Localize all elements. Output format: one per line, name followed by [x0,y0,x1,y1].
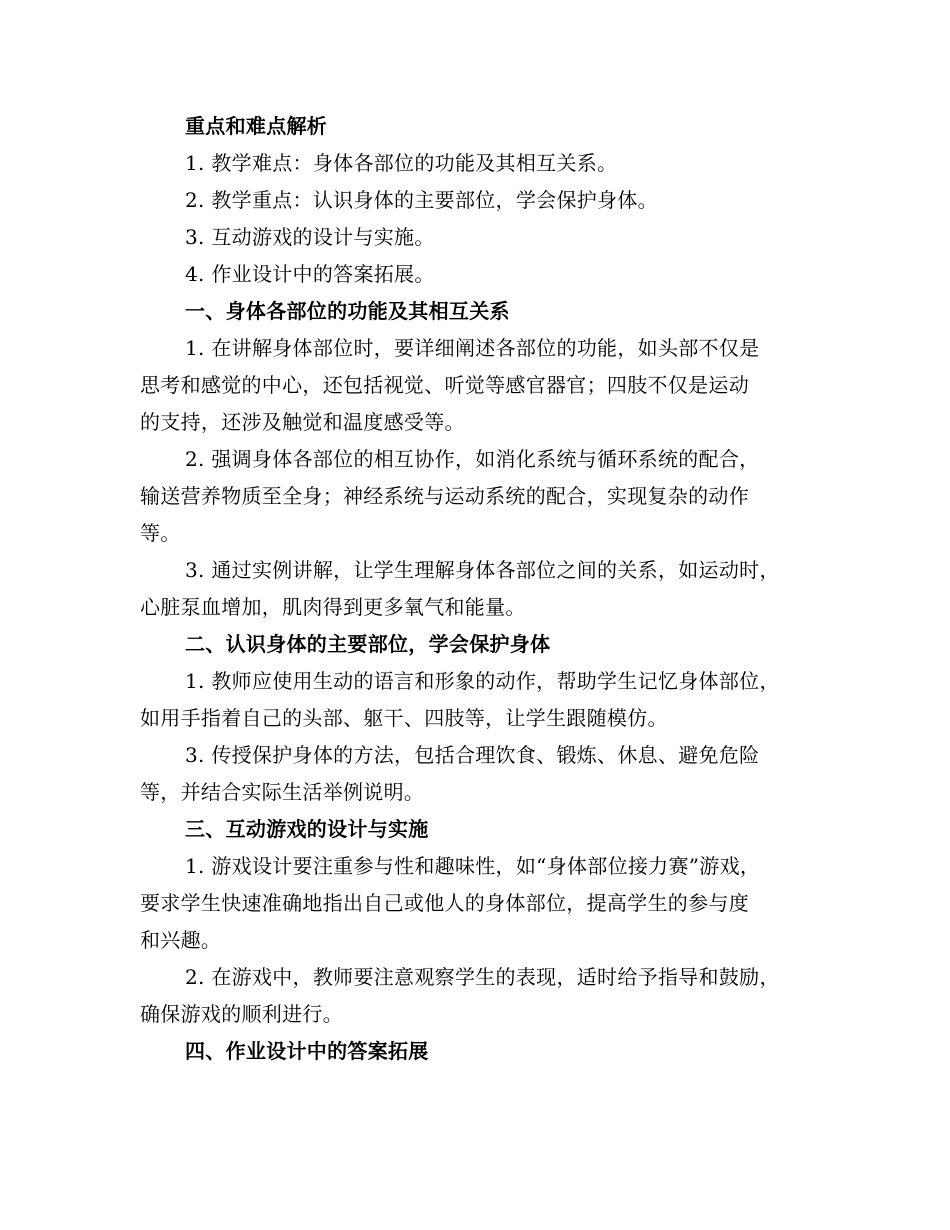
paragraph-line: 思考和感觉的中心，还包括视觉、听觉等感官器官；四肢不仅是运动 [140,373,749,397]
paragraph-line: 和兴趣。 [140,928,222,952]
paragraph-line: 确保游戏的顺利进行。 [140,1002,343,1026]
paragraph-line: 1. 在讲解身体部位时，要详细阐述各部位的功能，如头部不仅是 [185,336,760,360]
paragraph-line: 2. 强调身体各部位的相互协作，如消化系统与循环系统的配合， [185,447,760,471]
document-body [140,108,810,1070]
paragraph-line: 2. 在游戏中，教师要注意观察学生的表现，适时给予指导和鼓励， [185,965,780,989]
intro-item: 2. 教学重点：认识身体的主要部位，学会保护身体。 [185,188,658,212]
section-3-heading: 三、互动游戏的设计与实施 [185,817,429,841]
intro-item: 3. 互动游戏的设计与实施。 [185,225,435,249]
paragraph-line: 等，并结合实际生活举例说明。 [140,780,425,804]
paragraph-line: 3. 传授保护身体的方法，包括合理饮食、锻炼、休息、避免危险 [185,743,760,767]
paragraph-line: 3. 通过实例讲解，让学生理解身体各部位之间的关系，如运动时， [185,558,780,582]
intro-item: 1. 教学难点：身体各部位的功能及其相互关系。 [185,151,618,175]
paragraph-line: 1. 教师应使用生动的语言和形象的动作，帮助学生记忆身体部位， [185,669,780,693]
paragraph-line: 要求学生快速准确地指出自己或他人的身体部位，提高学生的参与度 [140,891,749,915]
paragraph-line: 心脏泵血增加，肌肉得到更多氧气和能量。 [140,595,526,619]
intro-item: 4. 作业设计中的答案拓展。 [185,262,435,286]
paragraph-line: 如用手指着自己的头部、躯干、四肢等，让学生跟随模仿。 [140,706,668,730]
section-4-heading: 四、作业设计中的答案拓展 [185,1039,429,1063]
paragraph-line: 等。 [140,521,181,545]
paragraph-line: 的支持，还涉及触觉和温度感受等。 [140,410,465,434]
intro-heading: 重点和难点解析 [185,114,328,138]
section-1-heading: 一、身体各部位的功能及其相互关系 [185,299,510,323]
section-2-heading: 二、认识身体的主要部位，学会保护身体 [185,632,551,656]
paragraph-line: 输送营养物质至全身；神经系统与运动系统的配合，实现复杂的动作 [140,484,749,508]
paragraph-line: 1. 游戏设计要注重参与性和趣味性，如“身体部位接力赛”游戏， [185,854,761,878]
